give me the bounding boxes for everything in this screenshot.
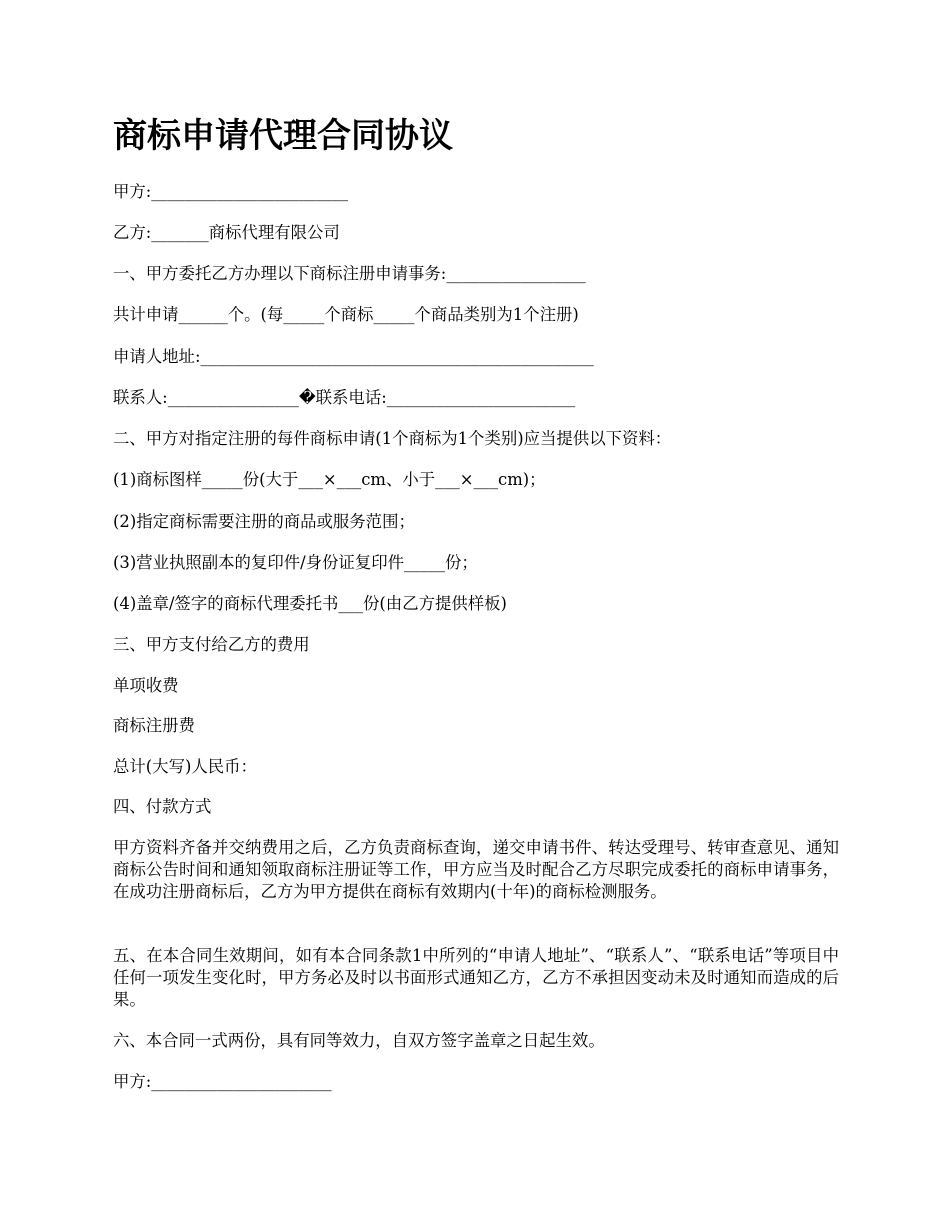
party-b-line: 乙方:_______商标代理有限公司 bbox=[113, 223, 340, 242]
payment-paragraph: 甲方资料齐备并交纳费用之后，乙方负责商标查询，递交申请书件、转达受理号、转审查意见、通知商标公告时间和通知领取商标注册证等工作，甲方应当及时配合乙方尽职完成委托的商标申请事务，在成功注册商标后，乙方为甲方提供在商标有效期内(十年)的商标检测服务。 bbox=[113, 838, 839, 901]
single-fee-label: 单项收费 bbox=[113, 676, 179, 695]
material-item-2: (2)指定商标需要注册的商品或服务范围； bbox=[113, 512, 415, 531]
material-item-1: (1)商标图样_____份(大于___×___cm、小于___×___cm)； bbox=[113, 470, 546, 489]
document-title: 商标申请代理合同协议 bbox=[113, 116, 453, 156]
total-rmb-label: 总计(大写)人民币： bbox=[113, 757, 257, 776]
section-1-heading: 一、甲方委托乙方办理以下商标注册申请事务:_________________ bbox=[113, 264, 586, 283]
section-5-paragraph: 五、在本合同生效期间，如有本合同条款1中所列的“申请人地址”、“联系人”、“联系电话”等项目中任何一项发生变化时，甲方务必及时以书面形式通知乙方，乙方不承担因变动未及时通知而造成的后果。 bbox=[113, 946, 839, 1009]
section-3-heading: 三、甲方支付给乙方的费用 bbox=[113, 635, 310, 654]
material-item-3: (3)营业执照副本的复印件/身份证复印件_____份； bbox=[113, 553, 478, 572]
section-4-heading: 四、付款方式 bbox=[113, 797, 212, 816]
section-6-line: 六、本合同一式两份，具有同等效力，自双方签字盖章之日起生效。 bbox=[113, 1031, 605, 1050]
party-a-signature-line: 甲方:______________________ bbox=[113, 1072, 332, 1091]
registration-fee-label: 商标注册费 bbox=[113, 716, 195, 735]
total-count-line: 共计申请______个。(每_____个商标_____个商品类别为1个注册) bbox=[113, 305, 579, 324]
applicant-address-line: 申请人地址:________________________________________________ bbox=[113, 347, 594, 366]
section-2-heading: 二、甲方对指定注册的每件商标申请(1个商标为1个类别)应当提供以下资料： bbox=[113, 429, 672, 448]
contact-line: 联系人:________________�联系电话:_______________________ bbox=[113, 388, 576, 407]
material-item-4: (4)盖章/签字的商标代理委托书___份(由乙方提供样板) bbox=[113, 594, 507, 613]
party-a-line: 甲方:________________________ bbox=[113, 182, 348, 201]
